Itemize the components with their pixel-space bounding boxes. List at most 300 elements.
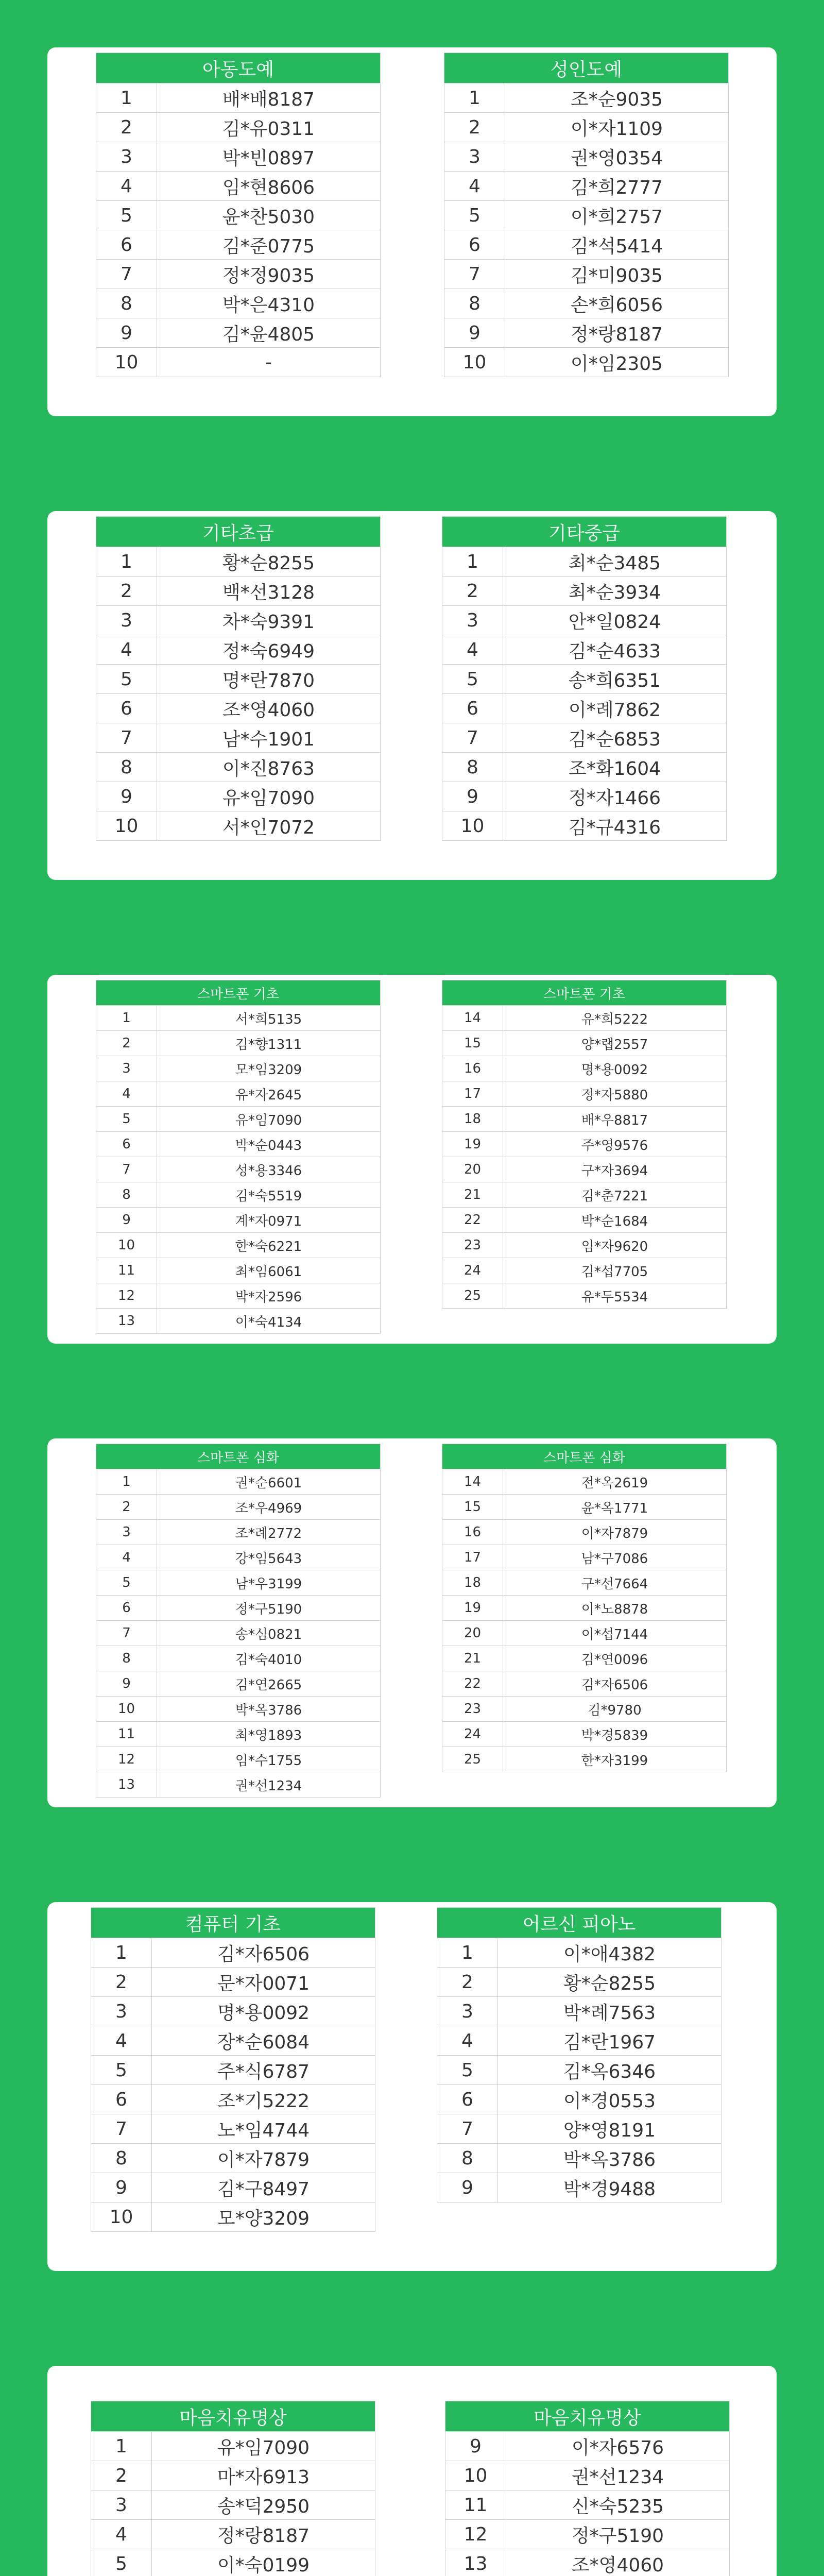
table-row — [96, 1056, 381, 1081]
row-number: 3 — [96, 1520, 157, 1545]
row-number: 6 — [91, 2085, 152, 2114]
table-row — [444, 348, 729, 377]
row-number: 6 — [437, 2085, 498, 2114]
participant-name: 임*현8606 — [157, 172, 381, 201]
table-title: 스마트폰 기초 — [442, 980, 727, 1006]
row-number: 5 — [96, 201, 157, 230]
roster-table — [444, 53, 729, 377]
participant-name: 박*빈0897 — [157, 142, 381, 172]
table-row — [442, 1107, 727, 1132]
row-number: 3 — [442, 606, 503, 635]
row-number: 7 — [442, 723, 503, 753]
table-title: 스마트폰 심화 — [442, 1444, 727, 1469]
table-row — [96, 348, 381, 377]
row-number: 5 — [442, 665, 503, 694]
table-row — [96, 1747, 381, 1772]
table-row — [91, 2461, 375, 2490]
table-title: 스마트폰 기초 — [96, 980, 381, 1006]
participant-name: 박*자2596 — [157, 1283, 381, 1309]
row-number: 7 — [444, 260, 505, 289]
row-number: 5 — [437, 2056, 498, 2085]
participant-name: 정*자5880 — [503, 1081, 727, 1107]
row-number: 8 — [96, 289, 157, 318]
table-row — [96, 606, 381, 635]
participant-name: 임*자9620 — [503, 1233, 727, 1258]
table-row — [442, 811, 727, 841]
participant-name: 이*숙0199 — [152, 2549, 375, 2576]
roster-table — [442, 516, 727, 841]
participant-name: 황*순8255 — [498, 1968, 722, 1997]
table-row — [96, 577, 381, 606]
table-row — [445, 2461, 730, 2490]
participant-name: 김*섭7705 — [503, 1258, 727, 1283]
row-number: 10 — [442, 811, 503, 841]
participant-name: 김*숙5519 — [157, 1182, 381, 1208]
row-number: 2 — [96, 1495, 157, 1520]
table-row — [437, 2173, 722, 2202]
row-number: 10 — [445, 2461, 506, 2490]
table-row — [96, 1309, 381, 1334]
table-row — [96, 782, 381, 811]
table-row — [96, 1621, 381, 1646]
table-row — [445, 2520, 730, 2549]
table-row — [96, 83, 381, 113]
participant-name: 박*은4310 — [157, 289, 381, 318]
participant-name: 최*순3934 — [503, 577, 727, 606]
row-number: 15 — [442, 1031, 503, 1056]
table-row — [442, 1283, 727, 1309]
table-row — [444, 230, 729, 260]
participant-name: 조*례2772 — [157, 1520, 381, 1545]
row-number: 13 — [96, 1772, 157, 1798]
table-row — [442, 1208, 727, 1233]
row-number: 11 — [96, 1258, 157, 1283]
table-row — [444, 172, 729, 201]
participant-name: 이*섭7144 — [503, 1621, 727, 1646]
participant-name: 양*영8191 — [498, 2114, 722, 2144]
table-row — [96, 1596, 381, 1621]
participant-name: 강*임5643 — [157, 1545, 381, 1570]
row-number: 9 — [91, 2173, 152, 2202]
row-number: 2 — [91, 2461, 152, 2490]
participant-name: 유*임7090 — [157, 1107, 381, 1132]
participant-name: 안*일0824 — [503, 606, 727, 635]
participant-name: 송*심0821 — [157, 1621, 381, 1646]
row-number: 9 — [437, 2173, 498, 2202]
participant-name: 박*순0443 — [157, 1132, 381, 1157]
table-row — [442, 1233, 727, 1258]
table-row — [96, 811, 381, 841]
row-number: 9 — [442, 782, 503, 811]
table-title: 마음치유명상 — [91, 2401, 375, 2432]
table-row — [437, 2085, 722, 2114]
table-row — [96, 1081, 381, 1107]
table-row — [442, 1132, 727, 1157]
roster-table — [442, 1444, 727, 1772]
row-number: 1 — [442, 547, 503, 577]
participant-name: 명*용0092 — [152, 1997, 375, 2026]
table-row — [442, 1646, 727, 1671]
participant-name: 이*애4382 — [498, 1938, 722, 1968]
table-row — [442, 1596, 727, 1621]
row-number: 2 — [91, 1968, 152, 1997]
participant-name: 정*자1466 — [503, 782, 727, 811]
participant-name: 유*희5222 — [503, 1006, 727, 1031]
table-row — [96, 1772, 381, 1798]
table-row — [96, 753, 381, 782]
table-title: 마음치유명상 — [445, 2401, 730, 2432]
row-number: 7 — [96, 260, 157, 289]
participant-name: 남*수1901 — [157, 723, 381, 753]
row-number: 10 — [96, 811, 157, 841]
row-number: 2 — [444, 113, 505, 142]
row-number: 1 — [96, 547, 157, 577]
table-row — [442, 1671, 727, 1697]
participant-name: 전*옥2619 — [503, 1469, 727, 1495]
participant-name: 권*영0354 — [505, 142, 729, 172]
row-number: 4 — [96, 172, 157, 201]
row-number: 14 — [442, 1006, 503, 1031]
participant-name: - — [157, 348, 381, 377]
participant-name: 이*노8878 — [503, 1596, 727, 1621]
participant-name: 이*자7879 — [503, 1520, 727, 1545]
table-row — [91, 1938, 375, 1968]
participant-name: 유*임7090 — [152, 2432, 375, 2461]
participant-name: 서*인7072 — [157, 811, 381, 841]
participant-name: 배*우8817 — [503, 1107, 727, 1132]
roster-table — [96, 1444, 381, 1798]
participant-name: 모*양3209 — [152, 2202, 375, 2232]
row-number: 21 — [442, 1182, 503, 1208]
table-row — [442, 753, 727, 782]
participant-name: 김*숙4010 — [157, 1646, 381, 1671]
row-number: 12 — [445, 2520, 506, 2549]
table-row — [442, 723, 727, 753]
table-row — [96, 1697, 381, 1722]
row-number: 6 — [96, 230, 157, 260]
table-row — [96, 1520, 381, 1545]
row-number: 6 — [96, 1596, 157, 1621]
row-number: 10 — [444, 348, 505, 377]
table-title: 스마트폰 심화 — [96, 1444, 381, 1469]
table-row — [444, 142, 729, 172]
table-row — [96, 723, 381, 753]
table-row — [96, 1157, 381, 1182]
table-row — [91, 1968, 375, 1997]
table-row — [442, 665, 727, 694]
row-number: 16 — [442, 1056, 503, 1081]
table-row — [91, 2085, 375, 2114]
table-row — [96, 1495, 381, 1520]
table-row — [91, 2026, 375, 2056]
participant-name: 송*덕2950 — [152, 2490, 375, 2520]
table-row — [96, 1646, 381, 1671]
row-number: 9 — [96, 782, 157, 811]
participant-name: 남*구7086 — [503, 1545, 727, 1570]
table-row — [442, 1545, 727, 1570]
participant-name: 김*란1967 — [498, 2026, 722, 2056]
table-row — [96, 1258, 381, 1283]
table-row — [96, 1107, 381, 1132]
participant-name: 명*란7870 — [157, 665, 381, 694]
row-number: 12 — [96, 1747, 157, 1772]
participant-name: 김*향1311 — [157, 1031, 381, 1056]
row-number: 8 — [444, 289, 505, 318]
row-number: 25 — [442, 1747, 503, 1772]
participant-name: 이*례7862 — [503, 694, 727, 723]
participant-name: 김*윤4805 — [157, 318, 381, 348]
row-number: 15 — [442, 1495, 503, 1520]
row-number: 2 — [437, 1968, 498, 1997]
table-row — [442, 1697, 727, 1722]
row-number: 16 — [442, 1520, 503, 1545]
participant-name: 이*자1109 — [505, 113, 729, 142]
section-card — [47, 511, 777, 880]
participant-name: 구*자3694 — [503, 1157, 727, 1182]
row-number: 4 — [96, 635, 157, 665]
table-row — [96, 635, 381, 665]
row-number: 18 — [442, 1570, 503, 1596]
participant-name: 장*순6084 — [152, 2026, 375, 2056]
table-row — [442, 1056, 727, 1081]
participant-name: 한*자3199 — [503, 1747, 727, 1772]
table-row — [445, 2549, 730, 2576]
row-number: 8 — [96, 753, 157, 782]
table-row — [442, 635, 727, 665]
table-row — [96, 172, 381, 201]
participant-name: 김*연2665 — [157, 1671, 381, 1697]
table-row — [444, 318, 729, 348]
participant-name: 김*구8497 — [152, 2173, 375, 2202]
table-row — [442, 694, 727, 723]
table-row — [91, 1997, 375, 2026]
row-number: 14 — [442, 1469, 503, 1495]
table-row — [96, 1545, 381, 1570]
table-row — [91, 2490, 375, 2520]
row-number: 18 — [442, 1107, 503, 1132]
row-number: 9 — [96, 1208, 157, 1233]
row-number: 1 — [96, 1469, 157, 1495]
participant-name: 임*수1755 — [157, 1747, 381, 1772]
table-title: 기타초급 — [96, 517, 381, 547]
row-number: 19 — [442, 1596, 503, 1621]
row-number: 10 — [96, 348, 157, 377]
table-row — [437, 2114, 722, 2144]
participant-name: 이*숙4134 — [157, 1309, 381, 1334]
table-row — [96, 1283, 381, 1309]
participant-name: 박*경5839 — [503, 1722, 727, 1747]
row-number: 2 — [442, 577, 503, 606]
table-row — [442, 1469, 727, 1495]
row-number: 1 — [444, 83, 505, 113]
row-number: 20 — [442, 1157, 503, 1182]
table-row — [91, 2114, 375, 2144]
table-row — [442, 1081, 727, 1107]
participant-name: 김*희2777 — [505, 172, 729, 201]
participant-name: 박*옥3786 — [157, 1697, 381, 1722]
table-row — [445, 2432, 730, 2461]
participant-name: 김*자6506 — [152, 1938, 375, 1968]
participant-name: 최*순3485 — [503, 547, 727, 577]
row-number: 5 — [444, 201, 505, 230]
participant-name: 김*규4316 — [503, 811, 727, 841]
row-number: 3 — [91, 1997, 152, 2026]
row-number: 1 — [96, 1006, 157, 1031]
table-row — [442, 547, 727, 577]
participant-name: 정*구5190 — [157, 1596, 381, 1621]
participant-name: 이*진8763 — [157, 753, 381, 782]
table-row — [96, 1671, 381, 1697]
row-number: 11 — [96, 1722, 157, 1747]
table-row — [442, 1031, 727, 1056]
row-number: 20 — [442, 1621, 503, 1646]
row-number: 3 — [91, 2490, 152, 2520]
participant-name: 조*기5222 — [152, 2085, 375, 2114]
row-number: 7 — [437, 2114, 498, 2144]
row-number: 4 — [442, 635, 503, 665]
row-number: 8 — [442, 753, 503, 782]
participant-name: 송*희6351 — [503, 665, 727, 694]
row-number: 22 — [442, 1208, 503, 1233]
table-row — [91, 2549, 375, 2576]
participant-name: 황*순8255 — [157, 547, 381, 577]
roster-table — [96, 980, 381, 1334]
roster-table — [445, 2401, 730, 2576]
participant-name: 이*경0553 — [498, 2085, 722, 2114]
participant-name: 정*랑8187 — [152, 2520, 375, 2549]
roster-table — [96, 516, 381, 841]
row-number: 5 — [96, 1570, 157, 1596]
participant-name: 조*화1604 — [503, 753, 727, 782]
row-number: 7 — [96, 1157, 157, 1182]
participant-name: 차*숙9391 — [157, 606, 381, 635]
table-row — [96, 694, 381, 723]
table-row — [437, 2144, 722, 2173]
participant-name: 서*희5135 — [157, 1006, 381, 1031]
table-row — [442, 1006, 727, 1031]
participant-name: 박*순1684 — [503, 1208, 727, 1233]
row-number: 1 — [91, 1938, 152, 1968]
row-number: 23 — [442, 1233, 503, 1258]
table-row — [96, 201, 381, 230]
participant-name: 손*희6056 — [505, 289, 729, 318]
table-title: 어르신 피아노 — [437, 1908, 722, 1938]
participant-name: 마*자6913 — [152, 2461, 375, 2490]
row-number: 17 — [442, 1545, 503, 1570]
participant-name: 주*식6787 — [152, 2056, 375, 2085]
table-row — [96, 1570, 381, 1596]
participant-name: 배*배8187 — [157, 83, 381, 113]
row-number: 4 — [91, 2520, 152, 2549]
table-row — [91, 2173, 375, 2202]
row-number: 13 — [96, 1309, 157, 1334]
table-title: 컴퓨터 기초 — [91, 1908, 375, 1938]
participant-name: 박*례7563 — [498, 1997, 722, 2026]
row-number: 10 — [96, 1697, 157, 1722]
row-number: 5 — [96, 1107, 157, 1132]
table-row — [444, 83, 729, 113]
row-number: 12 — [96, 1283, 157, 1309]
table-row — [96, 318, 381, 348]
table-row — [96, 1233, 381, 1258]
row-number: 8 — [91, 2144, 152, 2173]
row-number: 5 — [96, 665, 157, 694]
table-row — [444, 289, 729, 318]
table-row — [442, 606, 727, 635]
table-row — [442, 782, 727, 811]
row-number: 8 — [96, 1182, 157, 1208]
roster-table — [91, 1907, 375, 2232]
table-row — [442, 577, 727, 606]
row-number: 11 — [445, 2490, 506, 2520]
table-row — [96, 1208, 381, 1233]
participant-name: 김*준0775 — [157, 230, 381, 260]
participant-name: 이*자6576 — [506, 2432, 730, 2461]
row-number: 4 — [91, 2026, 152, 2056]
table-row — [91, 2520, 375, 2549]
row-number: 3 — [444, 142, 505, 172]
participant-name: 김*연0096 — [503, 1646, 727, 1671]
table-row — [437, 2026, 722, 2056]
participant-name: 김*옥6346 — [498, 2056, 722, 2085]
table-row — [437, 1997, 722, 2026]
table-row — [96, 547, 381, 577]
participant-name: 성*용3346 — [157, 1157, 381, 1182]
participant-name: 양*랩2557 — [503, 1031, 727, 1056]
participant-name: 권*선1234 — [506, 2461, 730, 2490]
section-card — [47, 47, 777, 416]
table-row — [91, 2144, 375, 2173]
row-number: 4 — [444, 172, 505, 201]
row-number: 6 — [96, 694, 157, 723]
participant-name: 최*임6061 — [157, 1258, 381, 1283]
participant-name: 정*랑8187 — [505, 318, 729, 348]
participant-name: 정*구5190 — [506, 2520, 730, 2549]
table-row — [437, 1938, 722, 1968]
participant-name: 이*희2757 — [505, 201, 729, 230]
row-number: 10 — [91, 2202, 152, 2232]
row-number: 24 — [442, 1258, 503, 1283]
row-number: 2 — [96, 1031, 157, 1056]
row-number: 8 — [96, 1646, 157, 1671]
row-number: 3 — [96, 142, 157, 172]
table-row — [96, 113, 381, 142]
table-title: 기타중급 — [442, 517, 727, 547]
table-row — [442, 1747, 727, 1772]
participant-name: 이*임2305 — [505, 348, 729, 377]
participant-name: 윤*찬5030 — [157, 201, 381, 230]
participant-name: 김*순4633 — [503, 635, 727, 665]
participant-name: 문*자0071 — [152, 1968, 375, 1997]
table-row — [442, 1520, 727, 1545]
participant-name: 김*미9035 — [505, 260, 729, 289]
row-number: 1 — [91, 2432, 152, 2461]
participant-name: 명*용0092 — [503, 1056, 727, 1081]
row-number: 4 — [96, 1545, 157, 1570]
table-row — [437, 2056, 722, 2085]
row-number: 22 — [442, 1671, 503, 1697]
section-card — [47, 2366, 777, 2576]
row-number: 2 — [96, 577, 157, 606]
participant-name: 정*정9035 — [157, 260, 381, 289]
table-row — [96, 1132, 381, 1157]
row-number: 7 — [91, 2114, 152, 2144]
participant-name: 한*숙6221 — [157, 1233, 381, 1258]
row-number: 3 — [96, 606, 157, 635]
table-row — [442, 1258, 727, 1283]
roster-table — [96, 53, 381, 377]
table-row — [442, 1621, 727, 1646]
